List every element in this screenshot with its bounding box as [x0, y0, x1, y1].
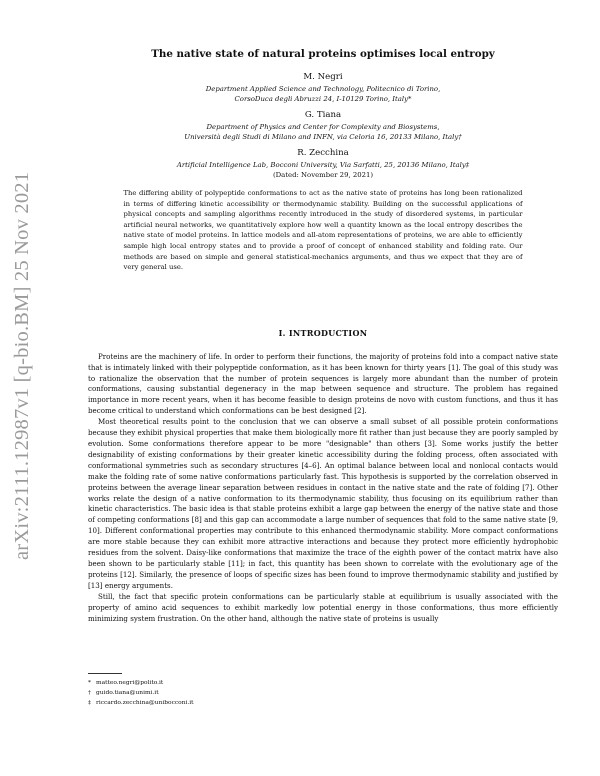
- footnotes: [88, 679, 194, 708]
- body-paragraph: Most theoretical results point to the conclusion that we can observe a small subset of all possible protein conformations because they exhibit physical properties that make them biologically more fit rather than just because they are poorly sampled by evolution. Some conformations therefore appear to be more "designable" than others [3]. Some works justify the better designability of existing conformations by their greater kinetic accessibility during the folding process, often associated with conformational symmetries such as secondary structures [4–6]. An optimal balance between local and nonlocal contacts would make the folding rate of some native conformations particularly fast. This hypothesis is supported by the correlation observed in proteins between the average linear separation between residues in contact in the native state and the rate of folding [7]. Other works relate the design of a native conformation to its thermodynamic stability, thus focusing on its equilibrium rather than kinetic characteristics. The basic idea is that stable proteins exhibit a large gap between the energy of the native state and those of competing conformations [8] and this gap can accommodate a large number of sequences that fold to the same native state [9, 10]. Different conformational properties may contribute to this enhanced thermodynamic stability. More compact conformations are more stable because they can exhibit more attractive interactions and because they protect more efficiently hydrophobic residues from the solvent. Daisy-like conformations that maximize the trace of the eighth power of the contact matrix have also been shown to be particularly stable [11]; in fact, this quantity has been shown to correlate with the evolutionary age of the proteins [12]. Similarly, the presence of loops of specific sizes has been found to improve thermodynamic stability and justified by [13] energy arguments.: [88, 417, 558, 590]
- author-name: G. Tiana: [304, 110, 342, 120]
- body-paragraph: Proteins are the machinery of life. In order to perform their functions, the majority of proteins fold into a compact native state that is intimately linked with their polypeptide conformation, as it has been known for thirty years [1]. The goal of this study was to rationalize the observation that the number of protein sequences is largely more abundant than the number of protein conformations, causing substantial degeneracy in the map between sequence and structure. The problem has regained importance in more recent years, when it has become feasible to design proteins de novo with custom functions, and thus it has become critical to understand which conformations can be best designed [2].: [88, 351, 558, 416]
- author-name: R. Zecchina: [297, 148, 349, 158]
- footnote-email-link[interactable]: riccardo.zecchina@unibocconi.it: [96, 699, 194, 706]
- footnote-email-link[interactable]: matteo.negri@polito.it: [96, 680, 164, 686]
- section-heading: I. INTRODUCTION: [278, 327, 368, 338]
- dated-line: (Dated: November 29, 2021): [272, 171, 374, 179]
- footnote-mark: ‡: [88, 699, 91, 706]
- abstract: The differing ability of polypeptide conformations to act as the native state of proteins has long been rationalized in terms of differing kinetic accessibility or thermodynamic stability. Building on the successful applications of physical concepts and sampling algorithms recently introduced in the study of disordered systems, in particular artificial neural networks, we quantitatively explore how well a quantity known as the local entropy describes the native state of model proteins. In lattice models and all-atom representations of proteins, we are able to efficiently sample high local entropy states and to provide a proof of concept of enhanced stability and folding rate. Our methods are based on simple and general statistical-mechanics arguments, and thus we expect that they are of very general use.: [123, 189, 523, 272]
- footnote: [88, 699, 194, 709]
- paper-page: [88, 48, 558, 624]
- footnote-mark: †: [88, 689, 91, 696]
- footnote-mark: *: [88, 680, 91, 686]
- author-affiliation: [88, 122, 558, 142]
- author-affiliation: [88, 160, 558, 170]
- affiliation-line: Artificial Intelligence Lab, Bocconi University, Via Sarfatti, 25, 20136 Milano, Italy‡: [176, 161, 470, 169]
- author-affiliation: [88, 84, 558, 104]
- arxiv-identifier-stamp: arXiv:2111.12987v1 [q-bio.BM] 25 Nov 2021: [11, 171, 33, 560]
- body-paragraph: Still, the fact that specific protein conformations can be particularly stable at equilibrium is usually associated with the property of amino acid sequences to exhibit markedly low potential energy in those conformations, thus more efficiently minimizing system frustration. On the other hand, although the native state of proteins is usually: [88, 591, 558, 623]
- paper-title: The native state of natural proteins optimises local entropy: [151, 48, 495, 60]
- footnote-email-link[interactable]: guido.tiana@unimi.it: [96, 689, 159, 696]
- affiliation-line: CorsoDuca degli Abruzzi 24, I-10129 Torino, Italy*: [234, 95, 412, 103]
- footnote: [88, 689, 194, 699]
- footnote: [88, 679, 194, 689]
- footnote-divider: [88, 673, 122, 674]
- affiliation-line: Department Applied Science and Technology, Politecnico di Torino,: [205, 85, 441, 93]
- affiliation-line: Università degli Studi di Milano and INFN, via Celoria 16, 20133 Milano, Italy†: [184, 133, 462, 141]
- affiliation-line: Department of Physics and Center for Complexity and Biosystems,: [206, 123, 440, 131]
- author-name: M. Negri: [303, 72, 343, 82]
